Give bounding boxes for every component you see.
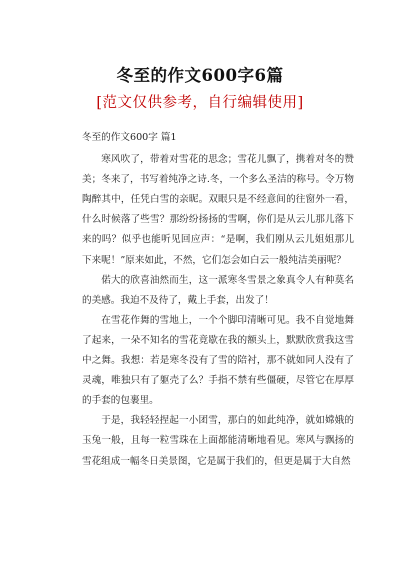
essay-paragraph: 偌大的欣喜油然而生，这一派寒冬雪景之象真令人有种莫名的美感。我迫不及待了，戴上手套，出发了！ — [82, 274, 354, 306]
essay-heading: 冬至的作文600字 篇1 — [82, 132, 177, 143]
essay-paragraph: 寒风吹了，带着对雪花的思念；雪花儿飘了，携着对冬的赞美；冬来了，书写着纯净之诗.冬，一个多么圣洁的称号。令万物陶醉其中，任凭白雪的亲昵。双眼只是不经意间的往窗外一看，什么时候落了些雪？那纷纷扬扬的雪啊，你们是从云儿那儿落下来的吗？似乎也能听见回应声：“是啊，我们刚从云儿姐姐那儿下来呢！”原来如此，不然，它们怎会如白云一般纯洁美丽呢？ — [82, 154, 354, 266]
essay-paragraph: 于是，我轻轻捏起一小团雪，那白的如此纯净，就如嫦娥的玉兔一般，且每一粒雪珠在上面都能清晰地看见。寒风与飘扬的雪花组成一幅冬日美景图，它是属于我们的，但更是属于大自然 — [82, 415, 354, 467]
essay-paragraph: 在雪花作舞的雪地上，一个个脚印清晰可见。我不自觉地舞了起来，一朵不知名的雪花竟歇在我的额头上，默默欣赏我这雪中之舞。我想：若是寒冬没有了雪的陪衬，那不就如同人没有了灵魂，唯独只有了躯壳了么？手指不禁有些僵硬，尽管它在厚厚的手套的包裹里。 — [82, 314, 354, 407]
reference-notice: [范文仅供参考，自行编辑使用] — [96, 95, 304, 111]
document-title: 冬至的作文600字6篇 — [116, 66, 284, 85]
essay-body — [82, 128, 354, 472]
